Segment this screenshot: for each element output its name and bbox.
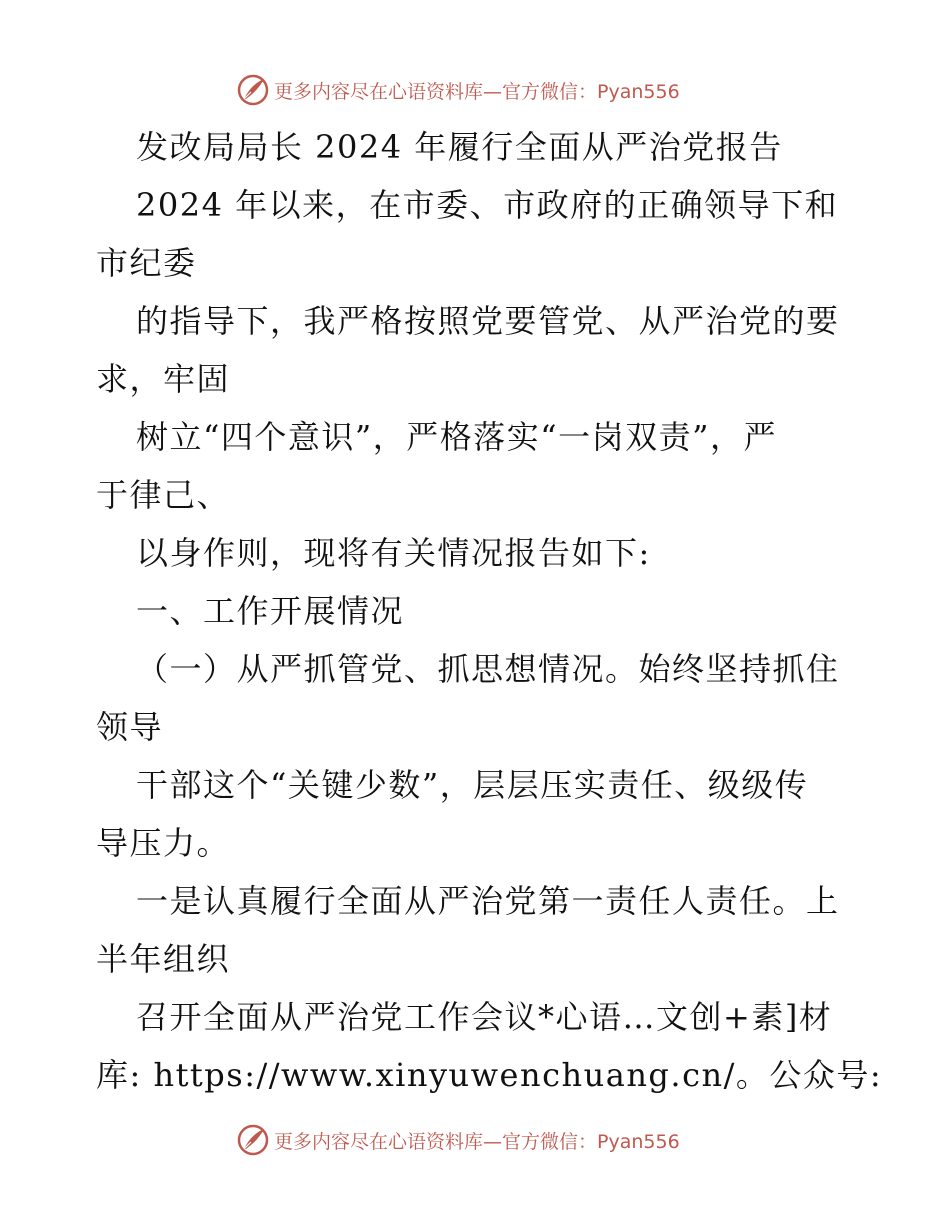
document-body [96,118,883,1104]
footer-watermark [236,1122,680,1158]
text-line: 半年组织 [96,940,231,978]
text-line: 发改局局长 2024 年履行全面从严治党报告 [136,128,783,166]
watermark-text: 更多内容尽在心语资料库—官方微信：Pyan556 [274,80,680,103]
text-line: 2024 年以来，在市委、市政府的正确领导下和 [136,186,839,224]
quill-logo-icon [236,73,270,107]
text-line: 求，牢固 [96,360,231,398]
text-line: 导压力。 [96,824,231,862]
text-line: 干部这个“关键少数”，层层压实责任、级级传 [136,766,809,804]
watermark-text: 更多内容尽在心语资料库—官方微信：Pyan556 [274,1130,680,1153]
text-line: 树立“四个意识”，严格落实“一岗双责”，严 [136,418,777,456]
text-line: 一是认真履行全面从严治党第一责任人责任。上 [136,882,840,920]
text-line: 以身作则，现将有关情况报告如下: [136,534,651,572]
text-line: 库: https://www.xinyuwenchuang.cn/。公众号: [96,1056,883,1094]
text-line: 召开全面从严治党工作会议*心语…文创+素]材 [136,998,833,1036]
text-line: 市纪委 [96,244,197,282]
header-watermark [236,72,680,108]
text-line: 于律己、 [96,476,231,514]
quill-logo-icon [236,1123,270,1157]
text-line: 领导 [96,708,164,746]
section-heading: 一、工作开展情况 [136,592,405,630]
text-line: （一）从严抓管党、抓思想情况。始终坚持抓住 [136,650,840,688]
text-line: 的指导下，我严格按照党要管党、从严治党的要 [136,302,840,340]
